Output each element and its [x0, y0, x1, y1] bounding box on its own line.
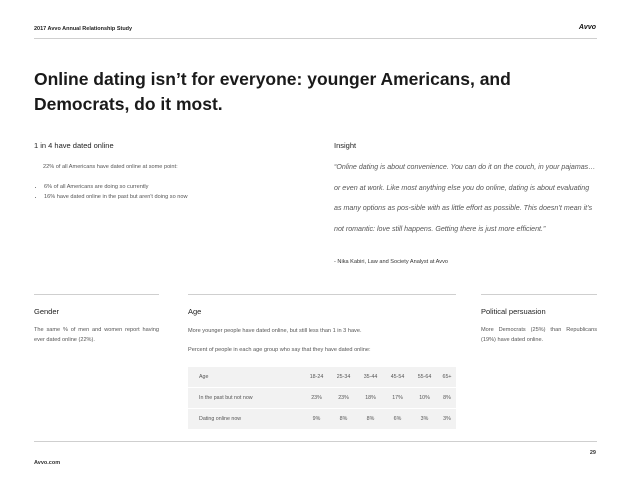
- stat-bullet-list: [34, 182, 304, 202]
- table-cell: 18%: [357, 388, 384, 409]
- table-cell: 3%: [411, 409, 438, 430]
- gender-heading: Gender: [34, 307, 60, 316]
- stat-heading: 1 in 4 have dated online: [34, 141, 114, 150]
- age-table: [188, 367, 456, 430]
- footer-divider: [34, 441, 597, 442]
- table-cell: 3%: [438, 409, 456, 430]
- table-row: [188, 388, 456, 409]
- table-cell: 9%: [303, 409, 330, 430]
- table-header-cell: 25-34: [330, 367, 357, 388]
- table-cell: 17%: [384, 388, 411, 409]
- table-cell: 23%: [303, 388, 330, 409]
- insight-quote: “Online dating is about convenience. You can do it on the couch, in your pajamas… or even at work. Like most anything else you do online, dating is about evaluating as many options as pos-sible with as little effort as possible. This doesn’t mean it’s not romantic: love still happens. Getting there is just more efficient.”: [334, 163, 596, 233]
- report-title: 2017 Avvo Annual Relationship Study: [34, 26, 133, 32]
- table-cell: 8%: [330, 409, 357, 430]
- table-header-cell: 65+: [438, 367, 456, 388]
- table-cell: 8%: [438, 388, 456, 409]
- header-divider: [34, 38, 597, 39]
- politics-heading: Political persuasion: [481, 307, 546, 316]
- politics-divider: [481, 294, 597, 295]
- age-divider: [188, 294, 456, 295]
- stat-summary: 22% of all Americans have dated online at some point:: [43, 164, 178, 170]
- table-header-row: [188, 367, 456, 388]
- stat-bullet: • 6% of all Americans are doing so currently: [44, 182, 304, 192]
- gender-divider: [34, 294, 159, 295]
- age-text: More younger people have dated online, but still less than 1 in 3 have.: [188, 328, 362, 334]
- insight-attribution: - Nika Kabiri, Law and Society Analyst at Avvo: [334, 259, 449, 265]
- table-cell: 8%: [357, 409, 384, 430]
- page-number: 29: [589, 450, 596, 456]
- page-title: Online dating isn’t for everyone: younger Americans, and Democrats, do it most.: [34, 69, 511, 114]
- politics-text: More Democrats (25%) than Republicans (19%) have dated online.: [481, 327, 597, 343]
- table-row-label: Dating online now: [188, 409, 303, 430]
- stat-bullet: • 16% have dated online in the past but aren't doing so now: [44, 192, 304, 202]
- table-row: [188, 409, 456, 430]
- table-cell: 10%: [411, 388, 438, 409]
- table-header-cell: 35-44: [357, 367, 384, 388]
- table-cell: 6%: [384, 409, 411, 430]
- brand-logo: Avvo: [578, 24, 596, 31]
- table-header-cell: 55-64: [411, 367, 438, 388]
- gender-text: The same % of men and women report having ever dated online (22%).: [34, 327, 159, 343]
- table-cell: 23%: [330, 388, 357, 409]
- table-header-cell: 18-24: [303, 367, 330, 388]
- footer-site: Avvo.com: [34, 460, 61, 466]
- table-header-cell: 45-54: [384, 367, 411, 388]
- table-header-cell: Age: [188, 367, 303, 388]
- age-heading: Age: [188, 307, 202, 316]
- insight-heading: Insight: [334, 141, 357, 150]
- age-table-caption: Percent of people in each age group who say that they have dated online:: [188, 347, 371, 353]
- table-row-label: In the past but not now: [188, 388, 303, 409]
